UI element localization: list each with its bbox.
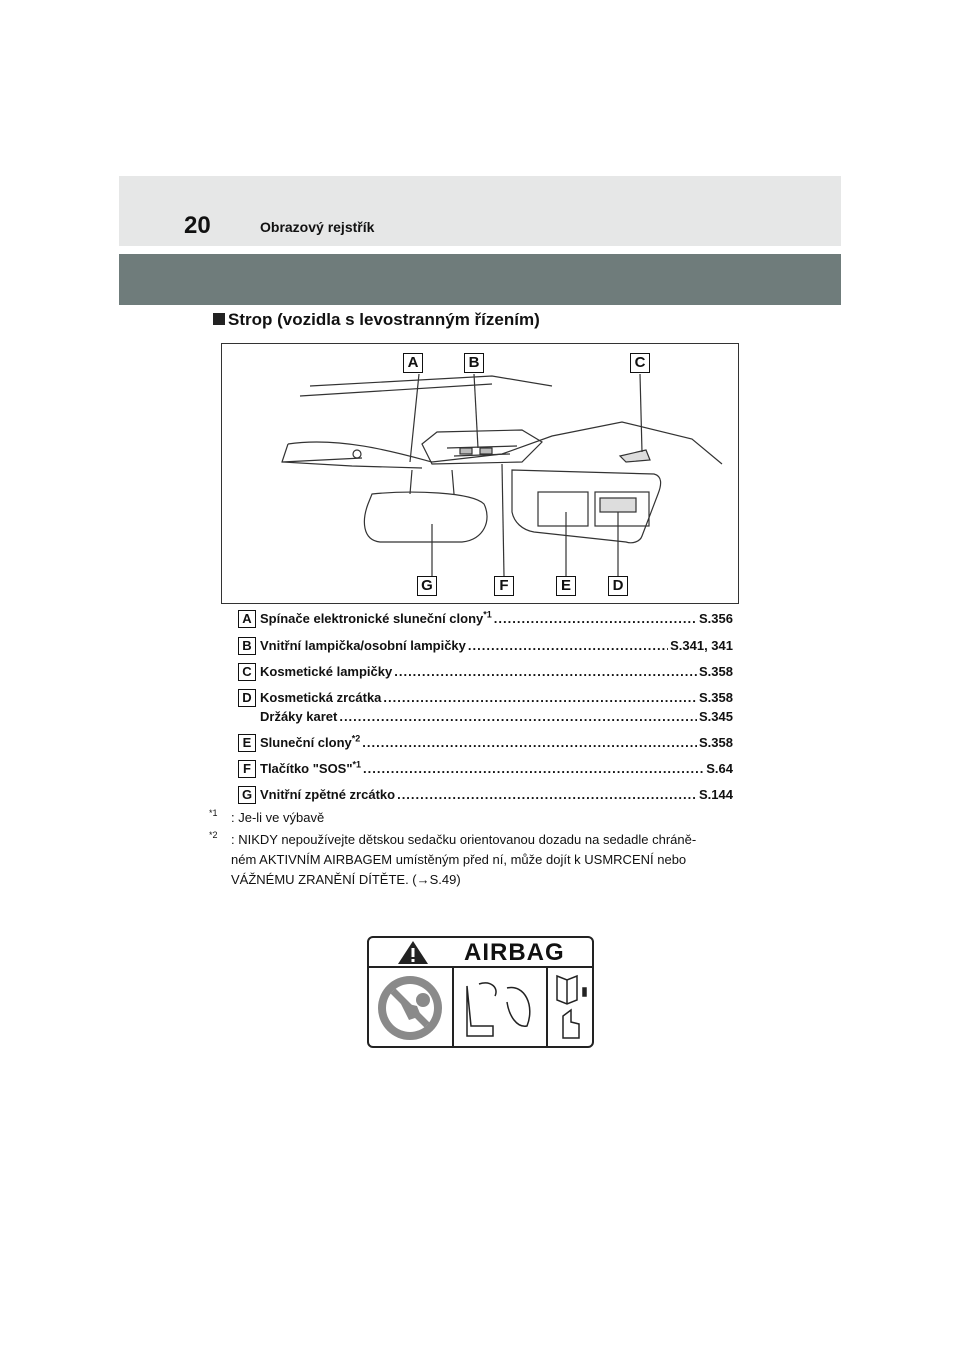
manual-hand-icon [557, 976, 586, 1038]
callout-a: A [403, 353, 423, 373]
list-item [238, 734, 738, 754]
item-label: Sluneční clony [260, 735, 352, 750]
page-reference-link[interactable]: S.144 [699, 787, 733, 802]
callout-e: E [556, 576, 576, 596]
airbag-word: AIRBAG [464, 939, 565, 966]
footnote-text: : NIKDY nepoužívejte dětskou sedačku orientovanou dozadu na sedadle chráně- [231, 832, 697, 847]
callout-d: D [608, 576, 628, 596]
item-label: Vnitřní zpětné zrcátko [260, 787, 396, 802]
item-footnote-mark: *1 [483, 609, 492, 620]
item-key: C [238, 663, 256, 681]
ceiling-illustration [221, 343, 739, 604]
item-key: F [238, 760, 256, 778]
item-footnote-mark: *1 [352, 759, 362, 770]
item-label: Kosmetická zrcátka [260, 690, 382, 705]
seat-airbag-icon [467, 983, 530, 1036]
item-key: D [238, 689, 256, 707]
section-title [213, 310, 540, 330]
header-band [119, 176, 841, 246]
page-reference-link[interactable]: S.64 [706, 761, 733, 776]
callout-b: B [464, 353, 484, 373]
ceiling-drawing [222, 344, 740, 605]
footnote: *2 : NIKDY nepoužívejte dětskou sedačku orientovanou dozadu na sedadle chráně- ném AKTIVNÍM AIRBAGEM umístěným před ní, může dojít k USMRCENÍ nebo VÁŽNÉMU ZRANĚNÍ DÍTĚTE. (→S.49) [209, 830, 749, 890]
list-item [238, 786, 738, 806]
item-label-secondary: Držáky karet [260, 709, 338, 724]
callout-g: G [417, 576, 437, 596]
page-reference-link[interactable]: S.358 [699, 735, 733, 750]
item-label: Tlačítko "SOS" [260, 761, 353, 776]
footnote-text-line2: ném AKTIVNÍM AIRBAGEM umístěným před ní, může dojít k USMRCENÍ nebo [231, 852, 687, 867]
callout-c: C [630, 353, 650, 373]
footnotes [209, 808, 749, 892]
item-key: B [238, 637, 256, 655]
item-key: A [238, 610, 256, 628]
item-key: E [238, 734, 256, 752]
no-child-seat-icon [378, 976, 442, 1040]
item-key: G [238, 786, 256, 804]
footnote-text-line3: VÁŽNÉMU ZRANĚNÍ DÍTĚTE. (→S.49) [231, 872, 461, 887]
page-reference-link[interactable]: S.356 [699, 611, 733, 626]
airbag-pictograms [367, 966, 594, 1048]
page-header-title: Obrazový rejstřík [260, 219, 375, 235]
list-item [238, 610, 738, 630]
item-footnote-mark: *2 [351, 733, 361, 744]
list-item [238, 663, 738, 683]
airbag-label-header [369, 938, 592, 968]
item-label: Spínače elektronické sluneční clony [260, 611, 484, 626]
section-band [119, 254, 841, 305]
warning-triangle-icon [393, 938, 433, 966]
bullet-square-icon [213, 313, 225, 325]
callout-f: F [494, 576, 514, 596]
list-item [238, 689, 738, 729]
page-reference-link[interactable]: S.345 [699, 709, 733, 724]
item-label: Kosmetické lampičky [260, 664, 393, 679]
list-item [238, 637, 738, 657]
page-reference-link[interactable]: S.358 [699, 690, 733, 705]
footnote-text: : Je-li ve výbavě [231, 810, 325, 825]
page-reference-link[interactable]: S.341, 341 [670, 638, 733, 653]
airbag-warning-label [367, 936, 594, 1048]
page-reference-link[interactable]: S.358 [699, 664, 733, 679]
item-label: Vnitřní lampička/osobní lampičky [260, 638, 466, 653]
footnote: *1 : Je-li ve výbavě [209, 808, 749, 828]
list-item [238, 760, 738, 780]
section-title-text: Strop (vozidla s levostranným řízením) [228, 310, 540, 329]
page-number: 20 [184, 212, 211, 239]
